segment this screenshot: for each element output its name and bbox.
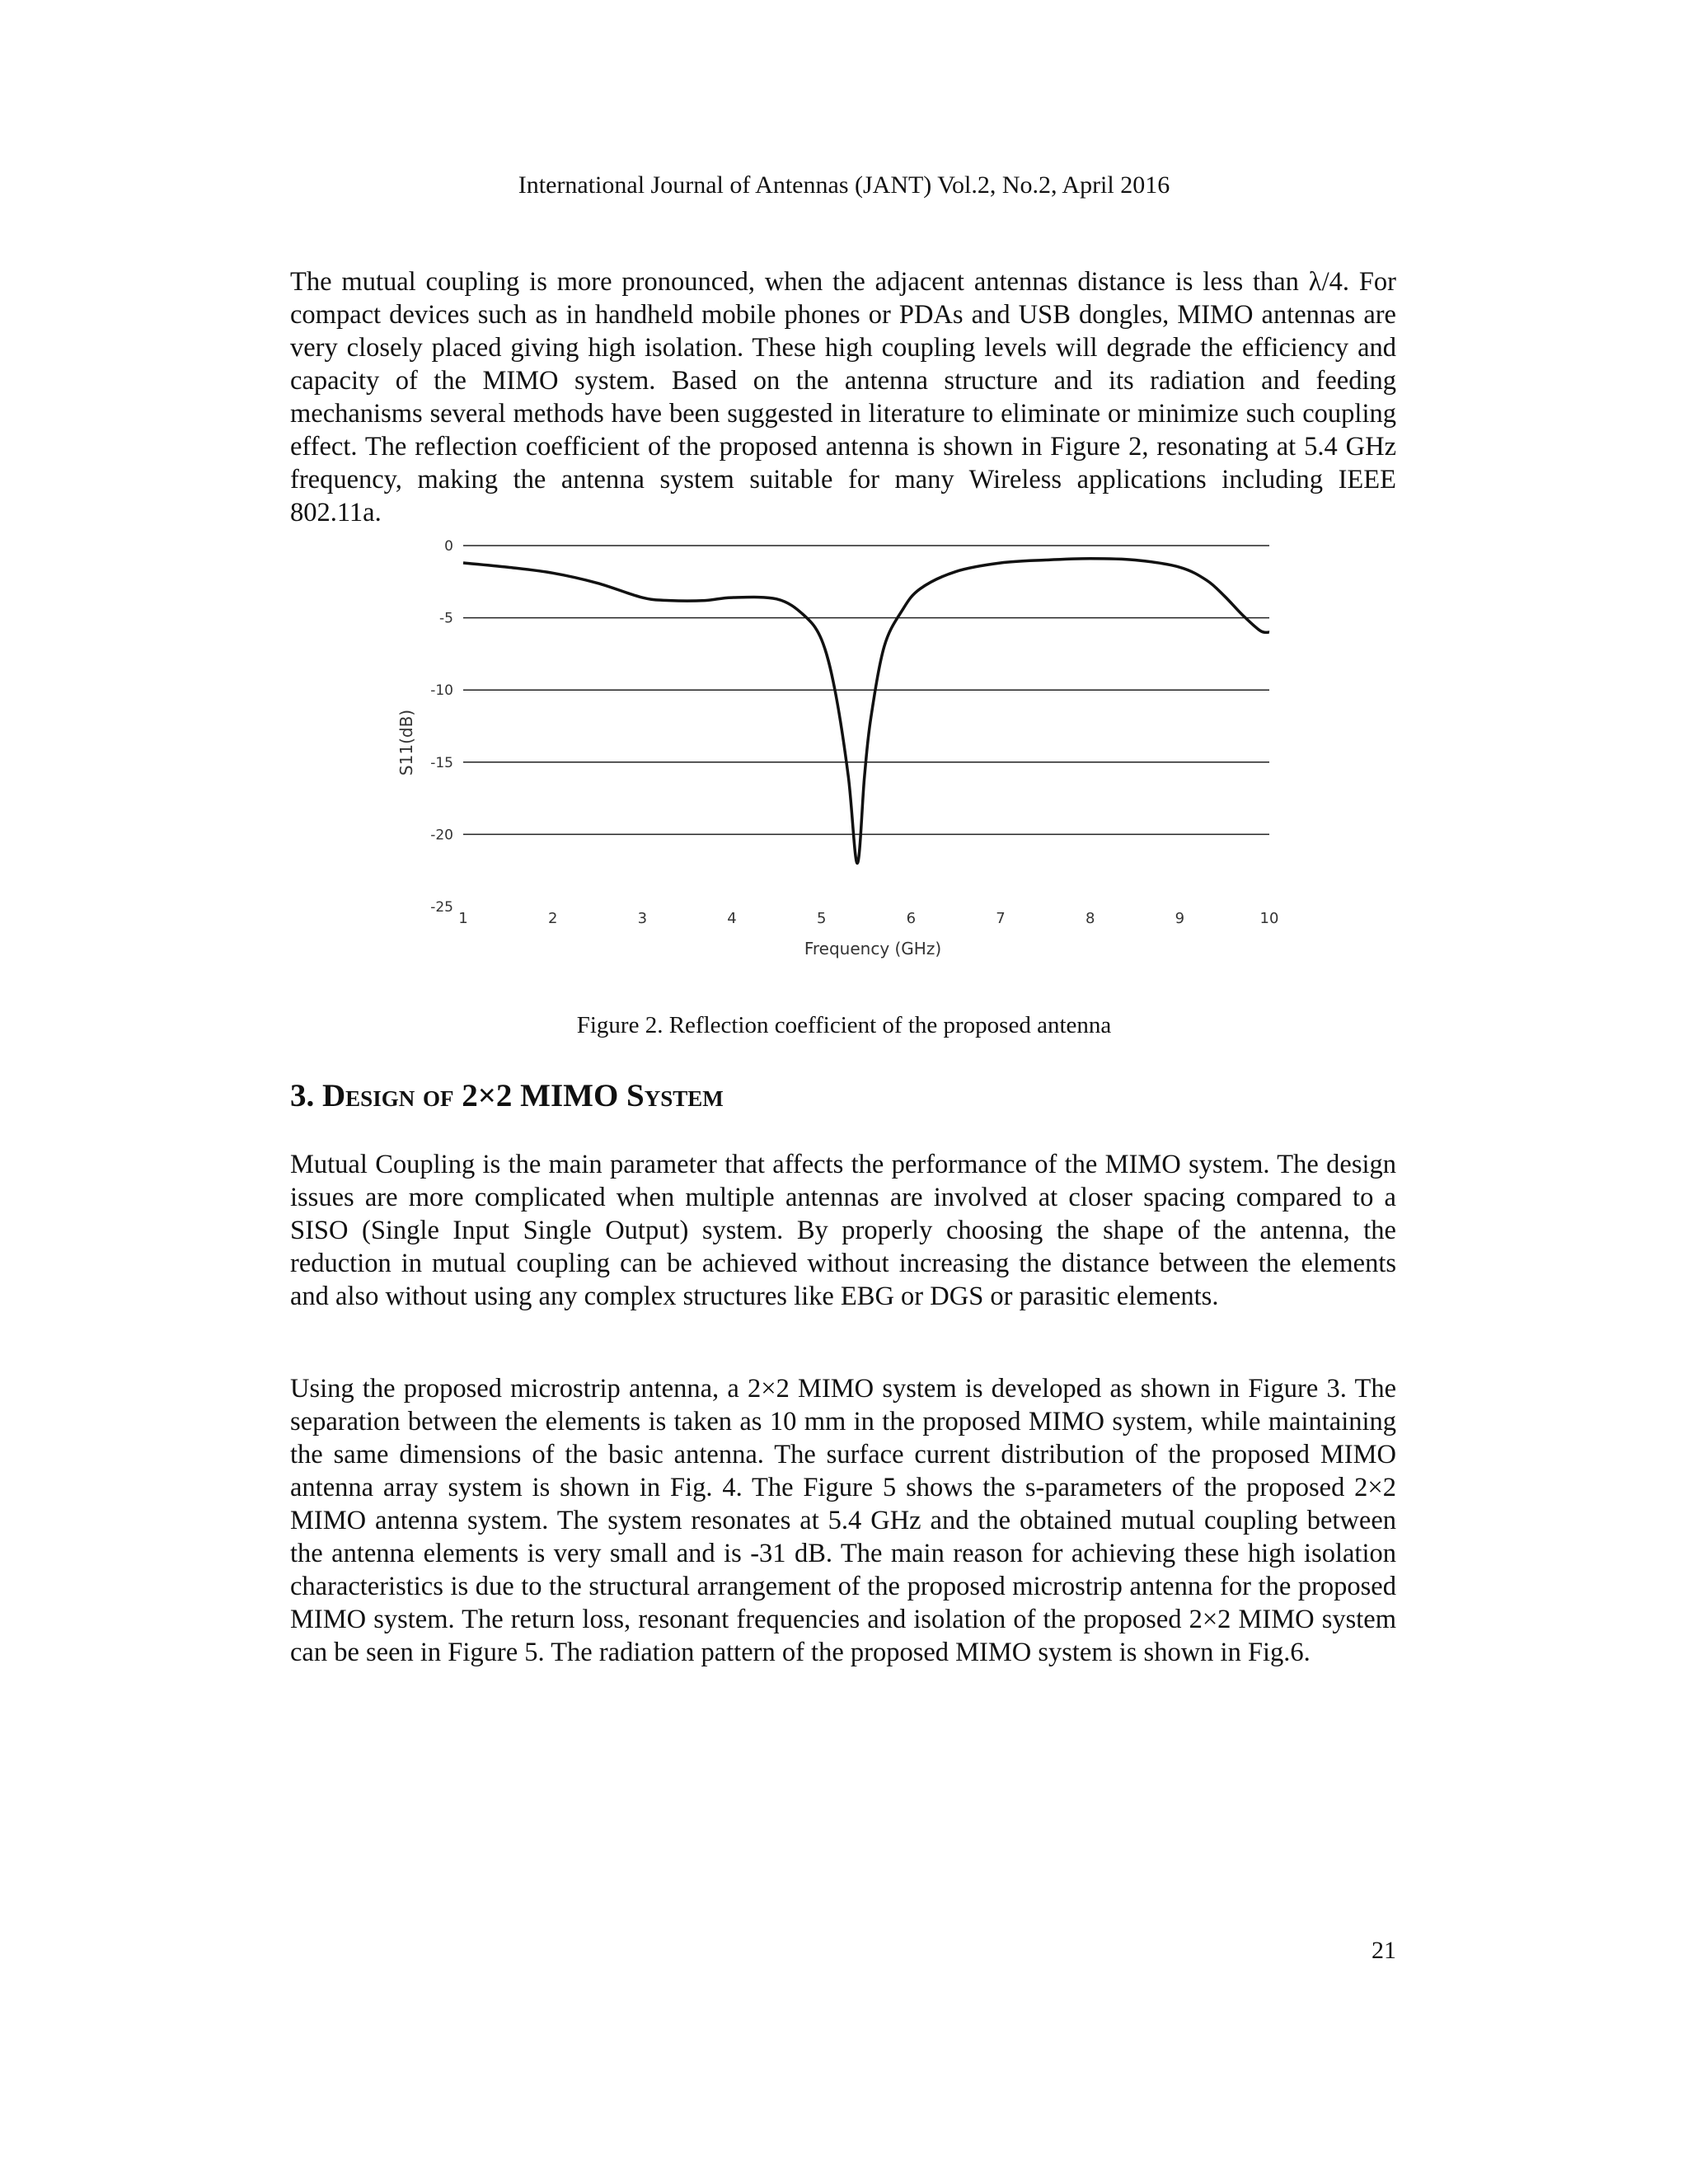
s11-series-line: [463, 559, 1269, 864]
y-tick-label: -5: [439, 610, 453, 627]
x-tick-label: 9: [1175, 910, 1185, 927]
y-tick-label: 0: [444, 538, 453, 555]
y-tick-labels: [430, 538, 453, 916]
y-tick-label: -15: [430, 754, 453, 771]
y-tick-label: -25: [430, 899, 453, 916]
y-axis-label: S11(dB): [396, 709, 416, 776]
x-tick-label: 7: [996, 910, 1006, 927]
x-tick-label: 2: [547, 910, 558, 927]
x-tick-label: 4: [727, 910, 737, 927]
body-paragraph-3: Using the proposed microstrip antenna, a 2×2 MIMO system is developed as shown in Figure 3. The separation between the elements is taken as 10 mm in the proposed MIMO system, while maintaining the same dimensions of the basic antenna. The surface current distribution of the proposed MIMO antenna array system is shown in Fig. 4. The Figure 5 shows the s-parameters of the proposed 2×2 MIMO antenna system. The system resonates at 5.4 GHz and the obtained mutual coupling between the antenna elements is very small and is -31 dB. The main reason for achieving these high isolation characteristics is due to the structural arrangement of the proposed microstrip antenna for the proposed MIMO system. The return loss, resonant frequencies and isolation of the proposed 2×2 MIMO system can be seen in Figure 5. The radiation pattern of the proposed MIMO system is shown in Fig.6.: [290, 1374, 1396, 1667]
y-tick-label: -10: [430, 682, 453, 700]
x-tick-label: 3: [637, 910, 648, 927]
page-number: 21: [1372, 1937, 1396, 1964]
section-heading: 3. Design of 2×2 MIMO System: [290, 1078, 724, 1113]
x-tick-labels: [458, 910, 1278, 927]
body-paragraph-1: The mutual coupling is more pronounced, when the adjacent antennas distance is less than λ/4. For compact devices such as in handheld mobile phones or PDAs and USB dongles, MIMO antennas are very closely placed giving high isolation. These high coupling levels will degrade the efficiency and capacity of the MIMO system. Based on the antenna structure and its radiation and feeding mechanisms several methods have been suggested in literature to eliminate or minimize such coupling effect. The reflection coefficient of the proposed antenna is shown in Figure 2, resonating at 5.4 GHz frequency, making the antenna system suitable for many Wireless applications including IEEE 802.11a.: [290, 267, 1396, 527]
x-tick-label: 8: [1085, 910, 1095, 927]
running-header: International Journal of Antennas (JANT) Vol.2, No.2, April 2016: [518, 171, 1170, 199]
y-tick-label: -20: [430, 827, 453, 844]
x-tick-label: 10: [1259, 910, 1279, 927]
grid-layer: [463, 546, 1269, 834]
reflection-coefficient-chart: [387, 527, 1311, 989]
chart-svg: [387, 527, 1311, 989]
x-tick-label: 1: [458, 910, 468, 927]
body-paragraph-2: Mutual Coupling is the main parameter that affects the performance of the MIMO system. The design issues are more complicated when multiple antennas are involved at closer spacing compared to a SISO (Single Input Single Output) system. By properly choosing the shape of the antenna, the reduction in mutual coupling can be achieved without increasing the distance between the elements and also without using any complex structures like EBG or DGS or parasitic elements.: [290, 1150, 1396, 1311]
figure-caption: Figure 2. Reflection coefficient of the proposed antenna: [576, 1012, 1112, 1038]
x-tick-label: 6: [906, 910, 917, 927]
x-axis-label: Frequency (GHz): [804, 939, 942, 958]
x-tick-label: 5: [816, 910, 827, 927]
